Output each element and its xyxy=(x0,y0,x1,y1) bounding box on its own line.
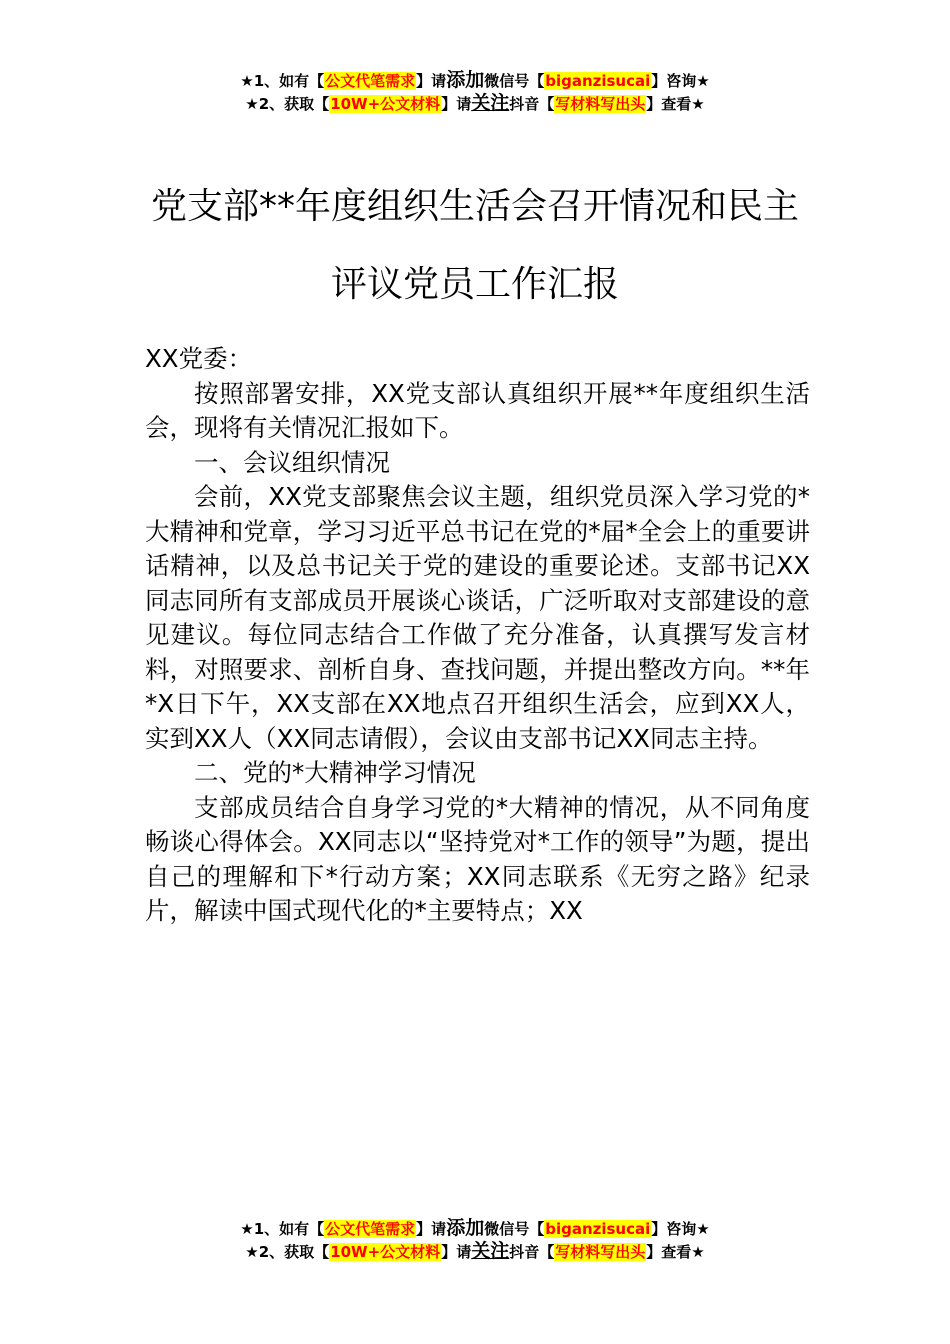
promo-emphasis: 关注 xyxy=(471,92,510,114)
section-heading-2: 二、党的*大精神学习情况 xyxy=(194,758,476,787)
promo-line-1 xyxy=(0,69,950,92)
promo-text: 】请 xyxy=(416,1220,447,1238)
promo-text: 】请 xyxy=(416,72,447,90)
paragraph-study-situation: 支部成员结合自身学习党的*大精神的情况，从不同角度畅谈心得体会。XX同志以“坚持党对*工作的领导”为题，提出自己的理解和下*行动方案；XX同志联系《无穷之路》纪录片，解读中国式现代化的*主要特点；XX xyxy=(145,792,810,925)
salutation: XX党委： xyxy=(145,344,253,373)
douyin-account-highlight: 写材料写出头 xyxy=(555,1243,646,1261)
promo-text: ★2、获取【 xyxy=(245,1243,330,1261)
document-body xyxy=(145,342,810,929)
promo-text: 】请 xyxy=(441,1243,472,1261)
footer-promo-banner xyxy=(0,1217,950,1263)
paragraph-intro: 按照部署安排，XX党支部认真组织开展**年度组织生活会，现将有关情况汇报如下。 xyxy=(145,378,810,442)
title-line-1: 党支部**年度组织生活会召开情况和民主 xyxy=(150,186,799,227)
promo-text: 】查看★ xyxy=(646,95,705,113)
promo-highlight: 公文代笔需求 xyxy=(325,1220,416,1238)
promo-text: 】查看★ xyxy=(646,1243,705,1261)
header-promo-banner xyxy=(0,69,950,115)
wechat-id-highlight: biganzisucai xyxy=(545,72,651,90)
promo-line-2 xyxy=(0,92,950,115)
promo-text: 微信号【 xyxy=(484,72,545,90)
wechat-id-highlight: biganzisucai xyxy=(545,1220,651,1238)
promo-highlight: 公文代笔需求 xyxy=(325,72,416,90)
promo-emphasis: 关注 xyxy=(471,1240,510,1262)
section-heading-1: 一、会议组织情况 xyxy=(194,447,390,477)
promo-text: ★1、如有【 xyxy=(240,1220,325,1238)
promo-text: 微信号【 xyxy=(484,1220,545,1238)
promo-text: 】咨询★ xyxy=(651,1220,710,1238)
promo-line-2 xyxy=(0,1240,950,1263)
promo-text: 抖音【 xyxy=(509,95,555,113)
document-title xyxy=(100,168,850,324)
promo-text: ★1、如有【 xyxy=(240,72,325,90)
promo-emphasis: 添加 xyxy=(446,69,485,91)
promo-highlight: 10W+公文材料 xyxy=(330,1243,441,1261)
promo-highlight: 10W+公文材料 xyxy=(330,95,441,113)
paragraph-meeting-organization: 会前，XX党支部聚焦会议主题，组织党员深入学习党的*大精神和党章，学习习近平总书记在党的*届*全会上的重要讲话精神，以及总书记关于党的建设的重要论述。支部书记XX同志同所有支部成员开展谈心谈话，广泛听取对支部建设的意见建议。每位同志结合工作做了充分准备，认真撰写发言材料，对照要求、剖析自身、查找问题，并提出整改方向。**年*X日下午，XX支部在XX地点召开组织生活会，应到XX人，实到XX人（XX同志请假），会议由支部书记XX同志主持。 xyxy=(145,482,810,753)
title-line-2: 评议党员工作汇报 xyxy=(330,264,619,305)
promo-text: ★2、获取【 xyxy=(245,95,330,113)
promo-text: 抖音【 xyxy=(509,1243,555,1261)
douyin-account-highlight: 写材料写出头 xyxy=(555,95,646,113)
promo-text: 】咨询★ xyxy=(651,72,710,90)
promo-emphasis: 添加 xyxy=(446,1217,485,1239)
promo-text: 】请 xyxy=(441,95,472,113)
promo-line-1 xyxy=(0,1217,950,1240)
